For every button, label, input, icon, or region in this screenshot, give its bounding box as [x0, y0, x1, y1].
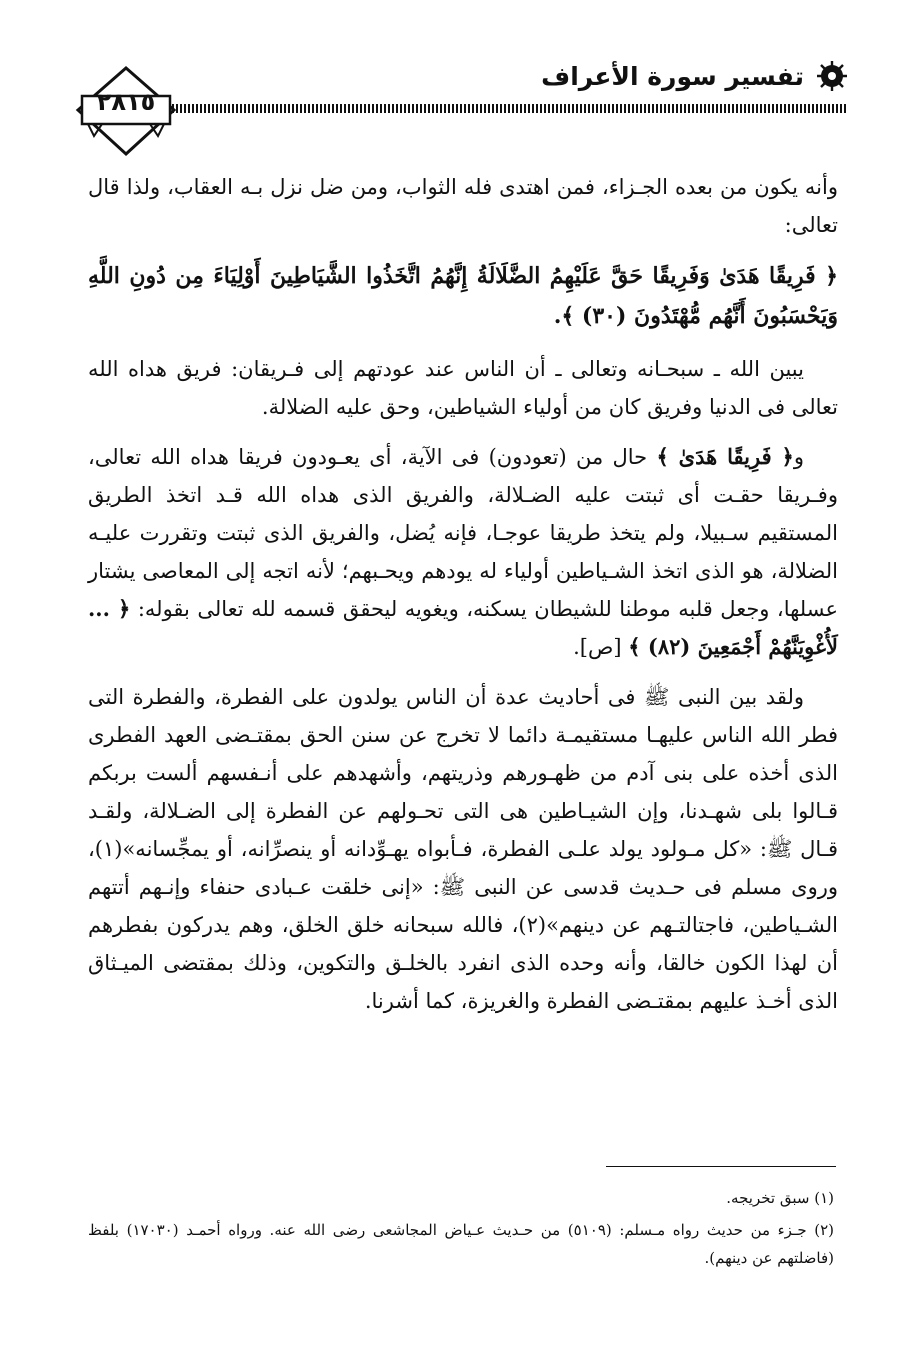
page-number: ٢٨١٥	[96, 88, 156, 116]
paragraph-3-quote: ﴿ فَرِيقًا هَدَىٰ ﴾	[656, 444, 794, 469]
paragraph-3	[88, 438, 838, 666]
footnotes	[88, 1184, 834, 1276]
paragraph-3-lead: و	[793, 445, 804, 469]
paragraph-3-quote-2: ﴿ ... لَأُغْوِيَنَّهُمْ أَجْمَعِينَ (٨٢) ﴾	[88, 596, 838, 659]
header-ornament-icon	[816, 60, 848, 92]
quran-verse: ﴿ فَرِيقًا هَدَىٰ وَفَرِيقًا حَقَّ عَلَيْهِمُ الضَّلَالَةُ إِنَّهُمُ اتَّخَذُوا الشَّيَاطِينَ أَوْلِيَاءَ مِن دُونِ اللَّهِ وَيَحْسَبُونَ أَنَّهُم مُّهْتَدُونَ (٣٠) ﴾.	[88, 263, 839, 329]
paragraph-1: وأنه يكون من بعده الجـزاء، فمن اهتدى فله الثواب، ومن ضل نزل بـه العقاب، ولذا قال تعالى:	[88, 175, 839, 237]
header-rule	[160, 104, 848, 113]
footnote-1: (١) سبق تخريجه.	[726, 1189, 834, 1207]
footnote-separator	[606, 1166, 836, 1167]
paragraph-3-tail: [ص].	[573, 635, 629, 659]
running-header-title: تفسير سورة الأعراف	[541, 62, 804, 91]
footnote-2: (٢) جـزء من حديث رواه مـسلم: (٥١٠٩) من حـديث عـياض المجاشعى رضى الله عنه. ورواه أحمـد (١٧٠٣٠) بلفظ (فاضلتهم عن دينهم).	[88, 1221, 835, 1267]
paragraph-4: ولقد بين النبى ﷺ فى أحاديث عدة أن الناس يولدون على الفطرة، والفطرة التى فطر الله الناس عليهـا مستقيمـة دائما لا تخرج عن سنن الحق بمقتـضى العهد الفطرى الذى أخذه على بنى آدم من ظهـورهم وذريتهم، وأشهدهم على أنـفسهم ألست بربكم قـالوا بلى شهـدنا، وإن الشيـاطين هى التى تحـولهم عن الفطرة إلى الضـلالة، ولقـد قـال ﷺ: «كل مـولود يولد علـى الفطرة، فـأبواه يهـوِّدانه أو ينصرِّانه، أو يمجِّسانه»(١)، وروى مسلم فى حـديث قدسى عن النبى ﷺ: «إنى خلقت عـبادى حنفاء وإنـهم أتتهم الشـياطين، فاجتالتـهم عن دينهم»(٢)، فالله سبحانه خلق الخلق، وهم يدركون بفطرهم أن لهذا الكون خالقا، وأنه وحده الذى انفرد بالخلـق والتكوين، وذلك بمقتضى الميـثاق الذى أخـذ عليهم بمقتـضى الفطرة والغريزة، كما أشرنا.	[88, 685, 838, 1013]
main-text	[88, 168, 838, 1032]
paragraph-3-main: حال من (تعودون) فى الآية، أى يعـودون فريقا هداه الله تعالى، وفـريقا حقـت أى ثبتت عليه الضـلالة، والفريق الذى هداه الله قـد اتخذ الطريق المستقيم سـبيلا، ولم يتخذ طريقا عوجـا، فإنه يُضل، والفريق الذى ثبتت وتقررت عليـه الضلالة، هو الذى اتخذ الشـياطين أولياء له يودهم ويحـبهم؛ لأنه اتجه إلى المعاصى يشتار عسلها، وجعل قلبه موطنا للشيطان يسكنه، ويغويه ليحقق قسمه لله تعالى بقوله:	[88, 445, 838, 621]
paragraph-2: يبين الله ـ سبحـانه وتعالى ـ أن الناس عند عودتهم إلى فـريقان: فريق هداه الله تعالى فى الدنيا وفريق كان من أولياء الشياطين، وحق عليه الضلالة.	[88, 357, 838, 419]
